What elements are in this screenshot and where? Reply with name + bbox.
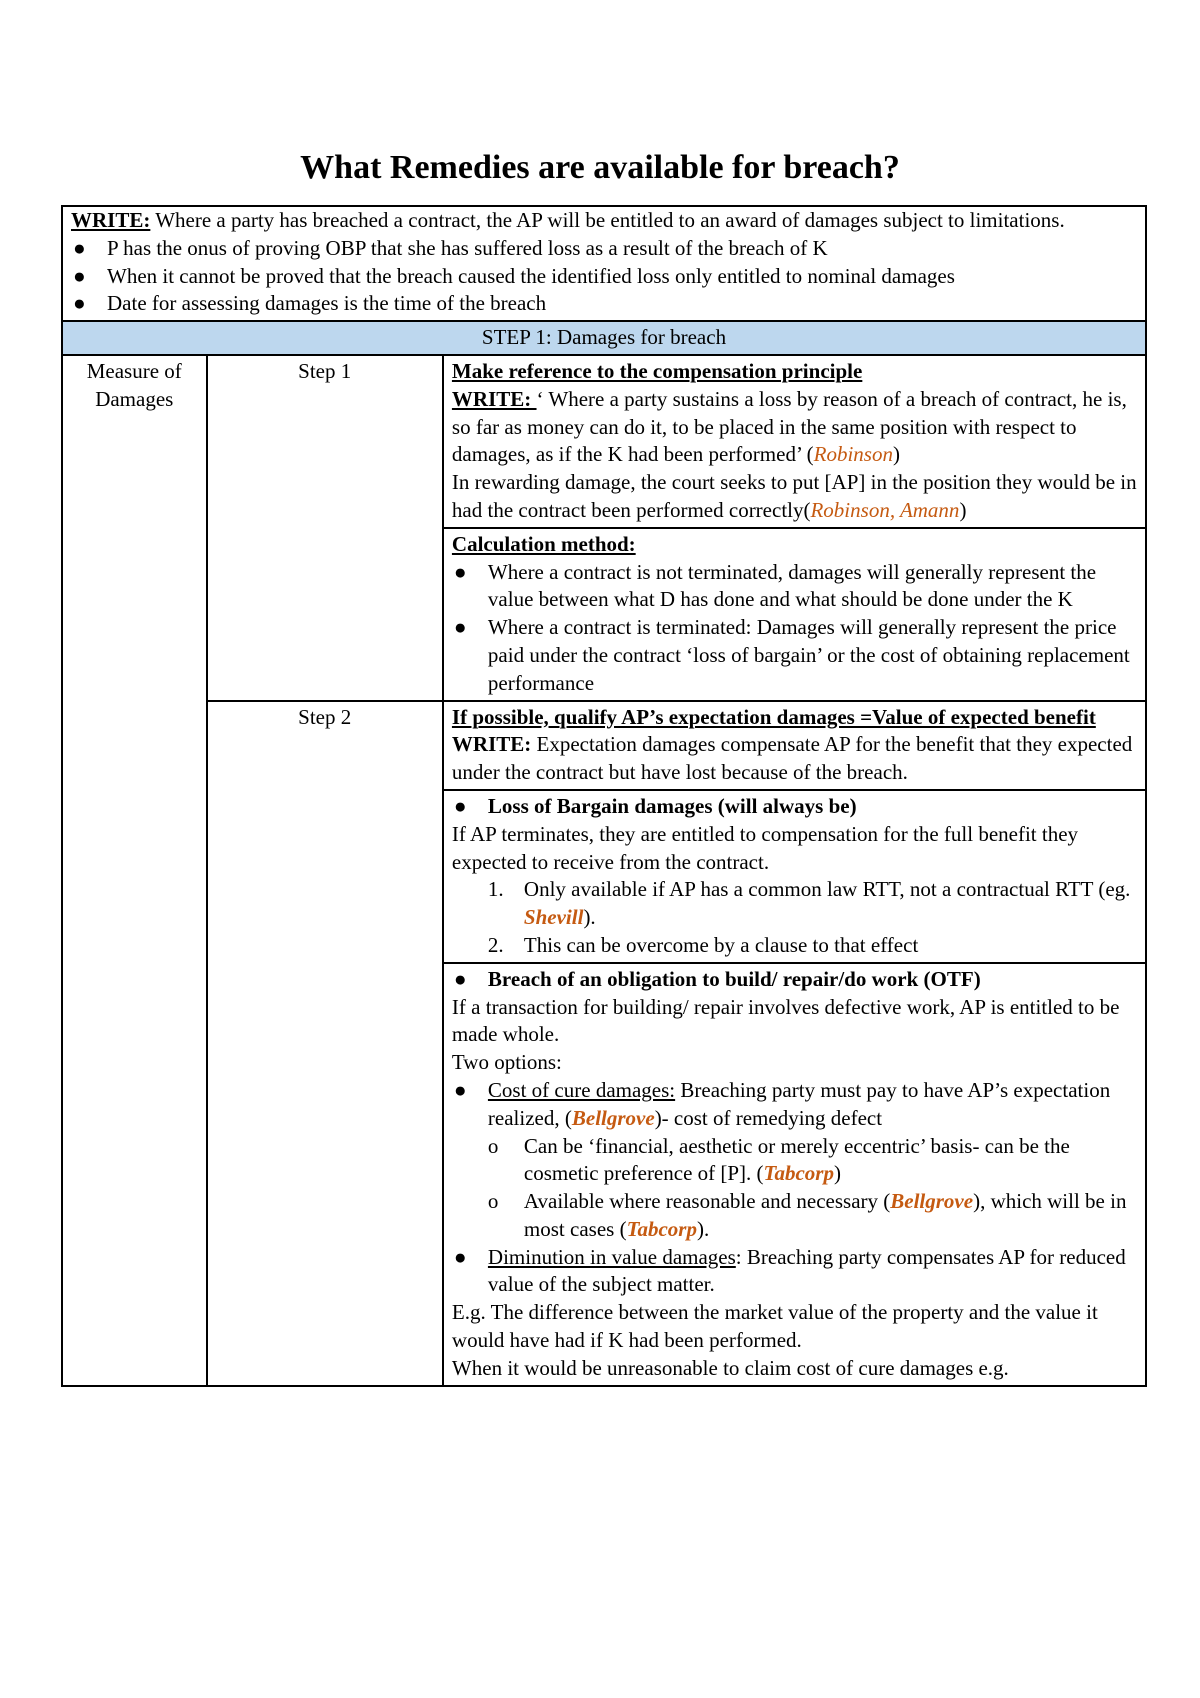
intro-write-label: WRITE: [71, 208, 151, 232]
diminution-label: Diminution in value damages [487, 1244, 736, 1269]
case-name: Tabcorp [763, 1161, 834, 1186]
loss-of-bargain-text: If AP terminates, they are entitled to compensation for the full benefit they expected to receive from the contract. [451, 821, 1079, 874]
bullet-icon: ● [453, 966, 467, 991]
list-item: o Available where reasonable and necessary (Bellgrove), which will be in most cases (Tabcorp). [487, 1189, 1127, 1241]
step-header-row [62, 321, 1146, 355]
step1-compensation-row [62, 355, 1146, 528]
intro-write-text: Where a party has breached a contract, the AP will be entitled to an award of damages subject to limitations. [150, 208, 1065, 232]
bullet-icon: ● [73, 263, 86, 288]
intro-cell [62, 206, 1146, 321]
compensation-quote: ‘ Where a party sustains a loss by reason of a breach of contract, he is, so far as money can do it, to be placed in the same position with respect to damages, as if the K had been performed’ [451, 386, 1127, 467]
step-header: STEP 1: Damages for breach [62, 321, 1146, 355]
list-item: ● Where a contract is terminated: Damages will generally represent the price paid under the contract ‘loss of bargain’ or the cost of obtaining replacement performance [453, 615, 1130, 695]
building-text: If a transaction for building/ repair involves defective work, AP is entitled to be made whole. [451, 994, 1120, 1047]
bullet-icon: ● [453, 1077, 467, 1102]
step2-label: Step 2 [207, 701, 443, 1386]
measure-of-damages-label: Measure of Damages [62, 355, 207, 1386]
intro-bullets [71, 235, 1137, 318]
building-obligation-cell [443, 963, 1146, 1386]
case-name: Bellgrove [571, 1105, 655, 1130]
bullet-icon: ● [453, 615, 467, 640]
list-item [452, 966, 1137, 994]
building-example: E.g. The difference between the market value of the property and the value it would have had if K had been performed. [451, 1300, 1098, 1353]
step2-expectation-row [62, 701, 1146, 790]
compensation-text: In rewarding damage, the court seeks to put [AP] in the position they would be in had the contract been performed correctly( [451, 470, 1137, 522]
list-item [452, 793, 1137, 821]
bullet-icon: ● [453, 1244, 467, 1269]
calculation-bullets [452, 559, 1137, 698]
expectation-cell [443, 701, 1146, 790]
list-item: ● Diminution in value damages: Breaching party compensates AP for reduced value of the subject matter. [453, 1244, 1126, 1297]
expectation-text: Expectation damages compensate AP for the benefit that they expected under the contract but have lost because of the breach. [451, 732, 1133, 785]
compensation-principle-cell: Make reference to the compensation principle WRITE: ‘ Where a party sustains a loss by reason of a breach of contract, he is, so far as money can do it, to be placed in the same position with respect to damages, as if the K had been performed’ (Robinson) In rewarding damage, the court seeks to put [AP] in the position they would be in had the contract been performed correctly(Robinson, Amann) [443, 355, 1146, 528]
list-item: ● Where a contract is not terminated, damages will generally represent the value between what D has done and what should be done under the K [453, 559, 1097, 612]
intro-row [62, 206, 1146, 321]
bullet-icon: ● [453, 793, 467, 818]
list-item: o Can be ‘financial, aesthetic or merely eccentric’ basis- can be the cosmetic preference of [P]. (Tabcorp) [487, 1133, 1070, 1186]
circle-bullet-icon: o [487, 1189, 499, 1214]
case-name: Shevill [523, 905, 584, 930]
building-options: Two options: [451, 1050, 562, 1075]
calculation-method-cell [443, 528, 1146, 701]
list-item: ● When it cannot be proved that the breach caused the identified loss only entitled to nominal damages [71, 263, 1137, 291]
list-item: ● Cost of cure damages: Breaching party must pay to have AP’s expectation realized, (Bellgrove)- cost of remedying defect o Can be ‘financial, aesthetic or merely eccentric’ basis- can be the cosmetic preference of [P]. (Tabcorp) o Available where reasonable and necessary (Bellgrove), which will be in most cases (Tabcorp). [452, 1077, 1137, 1244]
cost-of-cure-label: Cost of cure damages: [487, 1077, 676, 1102]
expectation-write-label: WRITE: [451, 732, 532, 757]
case-name: Robinson, Amann [810, 497, 960, 522]
page-title: What Remedies are available for breach? [300, 149, 900, 186]
list-item: ● P has the onus of proving OBP that she has suffered loss as a result of the breach of K [71, 235, 1137, 263]
case-name: Robinson [813, 442, 893, 467]
list-item: ● Date for assessing damages is the time of the breach [71, 290, 1137, 318]
loss-of-bargain-cell [443, 790, 1146, 963]
case-name: Tabcorp [626, 1216, 697, 1241]
compensation-write-label: WRITE: [451, 386, 537, 411]
case-name: Bellgrove [890, 1189, 974, 1214]
list-item: 2. This can be overcome by a clause to that effect [487, 932, 919, 957]
list-item: 1. Only available if AP has a common law RTT, not a contractual RTT (eg. Shevill). [487, 877, 1131, 930]
expectation-heading: If possible, qualify AP’s expectation damages =Value of expected benefit [451, 704, 1096, 729]
bullet-icon: ● [73, 235, 86, 260]
loss-of-bargain-heading: Loss of Bargain damages (will always be) [487, 793, 857, 818]
circle-bullet-icon: o [487, 1133, 499, 1158]
bullet-icon: ● [73, 291, 86, 316]
compensation-heading: Make reference to the compensation principle [451, 358, 863, 383]
step1-label: Step 1 [207, 355, 443, 701]
bullet-icon: ● [453, 559, 467, 584]
calculation-heading: Calculation method: [451, 531, 636, 556]
loss-of-bargain-list [452, 876, 1137, 959]
building-heading: Breach of an obligation to build/ repair/do work (OTF) [487, 966, 981, 991]
remedies-table [61, 205, 1147, 1387]
building-unreasonable: When it would be unreasonable to claim cost of cure damages e.g. [451, 1355, 1009, 1380]
